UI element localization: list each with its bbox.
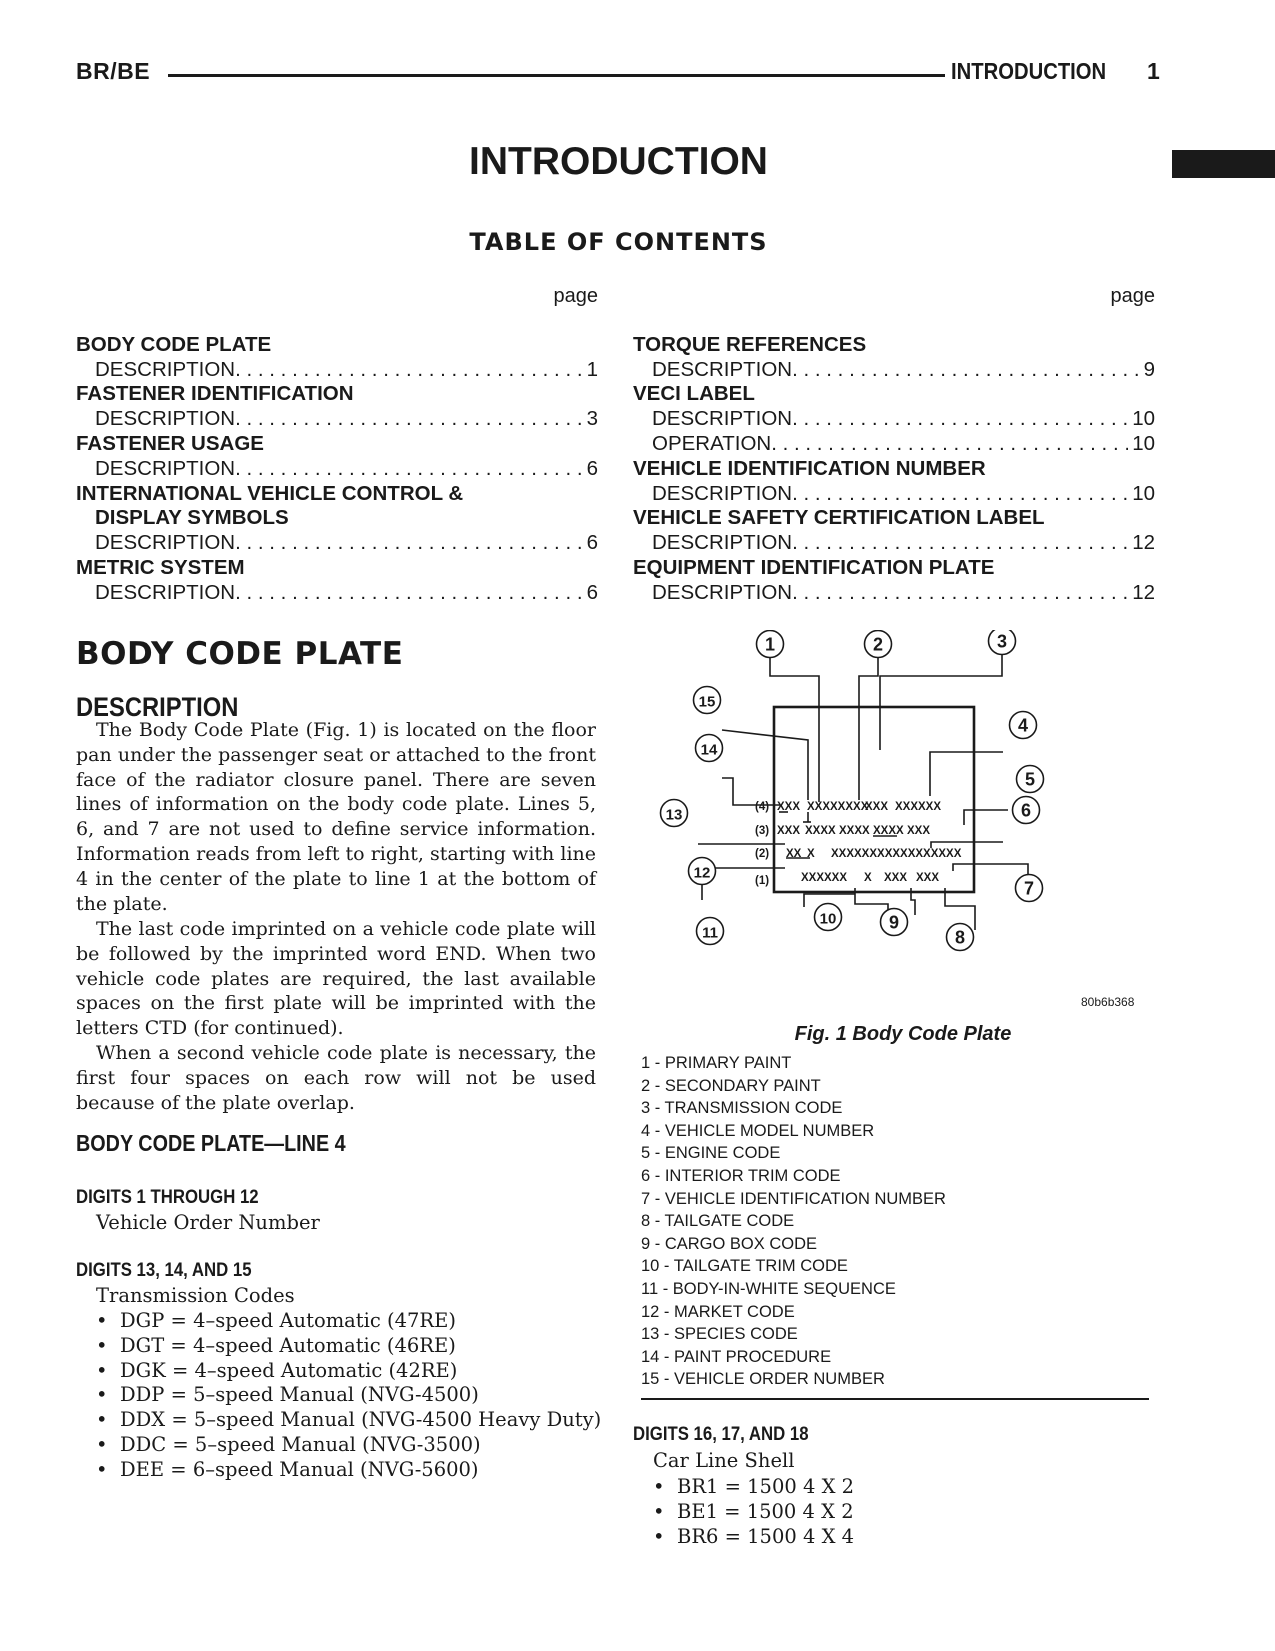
callout-number: 7: [1023, 878, 1035, 899]
toc-entry-page: 9: [1143, 357, 1155, 381]
toc-entry[interactable]: [633, 407, 1155, 432]
toc-heading[interactable]: METRIC SYSTEM: [76, 555, 245, 579]
toc-leader-dots: [771, 432, 1128, 457]
toc-heading[interactable]: VEHICLE IDENTIFICATION NUMBER: [633, 456, 986, 480]
plate-line-4-field: XXX: [865, 801, 889, 813]
plate-line-1-field: XXXXXX: [801, 872, 848, 884]
callout-number: 8: [954, 927, 966, 948]
plate-line-2-field: XXXXXXXXXXXXXXXXX: [831, 848, 962, 860]
toc-entry-page: 6: [586, 456, 598, 480]
toc-heading[interactable]: BODY CODE PLATE: [76, 332, 272, 356]
toc-heading[interactable]: INTERNATIONAL VEHICLE CONTROL &: [76, 481, 464, 505]
legend-item: 2 - SECONDARY PAINT: [641, 1076, 821, 1095]
paragraph-1: The Body Code Plate (Fig. 1) is located on the floor pan under the passenger seat or attached to the front face of the radiator closure panel. There are seven lines of information on the body code plate. Lines 5, 6, and 7 are not used to define service information. Information reads from left to right, starting with line 4 in the center of the plate to line 1 at the bottom of the plate.: [76, 719, 596, 915]
list-item: • BR6 = 1500 4 X 4: [653, 1525, 854, 1550]
callout-number: 10: [819, 910, 837, 928]
callout-number: 11: [702, 924, 718, 942]
toc-heading[interactable]: FASTENER USAGE: [76, 431, 264, 455]
digits-16-18-text: Car Line Shell: [653, 1449, 795, 1472]
callout-number: 1: [764, 634, 776, 655]
digits-13-15-heading: DIGITS 13, 14, AND 15: [76, 1259, 252, 1281]
toc-leader-dots: [235, 358, 582, 383]
toc-leader-dots: [235, 457, 582, 482]
toc-entry[interactable]: [76, 457, 598, 482]
page-title: INTRODUCTION: [469, 140, 768, 183]
toc-entry-label: DESCRIPTION: [95, 580, 236, 604]
plate-line-2-number: (2): [755, 848, 770, 860]
page-number: 1: [1147, 58, 1160, 84]
legend-rule: [641, 1398, 1149, 1400]
toc-page-label: page: [1110, 285, 1155, 307]
toc-heading[interactable]: VEHICLE SAFETY CERTIFICATION LABEL: [633, 506, 1045, 530]
toc-leader-dots: [792, 581, 1128, 606]
legend-item: 12 - MARKET CODE: [641, 1302, 795, 1321]
toc-entry-page: 10: [1132, 431, 1155, 455]
toc-entry-label: DESCRIPTION: [95, 357, 236, 381]
toc-heading[interactable]: EQUIPMENT IDENTIFICATION PLATE: [633, 555, 995, 579]
legend-item: 8 - TAILGATE CODE: [641, 1212, 795, 1231]
legend-item: 3 - TRANSMISSION CODE: [641, 1099, 843, 1118]
plate-line-1-field: XXX: [884, 872, 908, 884]
description-heading: DESCRIPTION: [76, 692, 239, 722]
callout-number: 3: [996, 631, 1008, 652]
digits-1-12-text: Vehicle Order Number: [96, 1211, 320, 1234]
toc-entry[interactable]: [633, 581, 1155, 606]
toc-entry[interactable]: [633, 432, 1155, 457]
plate-line-3-field: XXXX: [839, 825, 870, 837]
plate-line-1-field: XXX: [916, 872, 940, 884]
callout-number: 2: [872, 634, 884, 655]
plate-line-1-number: (1): [755, 875, 770, 887]
toc-entry[interactable]: [76, 531, 598, 556]
callout-number: 5: [1024, 769, 1036, 790]
toc-left-column: [76, 284, 598, 606]
toc-entry-label: OPERATION: [652, 431, 772, 455]
plate-line-2-field: XX: [786, 848, 802, 860]
plate-line-3-field: XXXX: [805, 825, 836, 837]
toc-leader-dots: [792, 482, 1128, 507]
list-item: • DEE = 6–speed Manual (NVG-5600): [96, 1458, 601, 1483]
header-rule: [168, 74, 945, 77]
list-item: • DGK = 4–speed Automatic (42RE): [96, 1359, 601, 1384]
digits-1-12-heading: DIGITS 1 THROUGH 12: [76, 1186, 259, 1208]
toc-entry-label: DESCRIPTION: [95, 407, 236, 431]
toc-entry[interactable]: [633, 531, 1155, 556]
plate-line-2-field: X: [807, 848, 815, 860]
section-title: BODY CODE PLATE: [76, 636, 404, 672]
toc-entry-page: 12: [1132, 580, 1155, 604]
plate-line-4-field: XXX: [777, 801, 801, 813]
plate-line-3-field: XXX: [777, 825, 801, 837]
callout-number: 14: [700, 741, 718, 759]
toc-page-label: page: [553, 285, 598, 307]
callout-number: 15: [698, 693, 716, 711]
toc-title: TABLE OF CONTENTS: [469, 228, 768, 256]
toc-leader-dots: [235, 531, 582, 556]
figure-caption: Fig. 1 Body Code Plate: [794, 1023, 1012, 1045]
plate-line-4-field: XXXXXX: [895, 801, 942, 813]
toc-entry[interactable]: [633, 358, 1155, 383]
list-item: • DGT = 4–speed Automatic (46RE): [96, 1334, 601, 1359]
toc-leader-dots: [792, 407, 1128, 432]
plate-outline: [774, 707, 974, 892]
toc-heading[interactable]: DISPLAY SYMBOLS: [95, 506, 289, 530]
callout-number: 12: [693, 864, 711, 882]
toc-entry-label: DESCRIPTION: [95, 456, 236, 480]
callout-number: 13: [665, 806, 683, 824]
toc-heading[interactable]: VECI LABEL: [633, 382, 755, 406]
toc-entry-label: DESCRIPTION: [652, 531, 793, 555]
toc-entry-label: DESCRIPTION: [652, 580, 793, 604]
line4-heading: BODY CODE PLATE—LINE 4: [76, 1130, 346, 1156]
callout-number: 4: [1017, 715, 1029, 736]
digits-16-18-heading: DIGITS 16, 17, AND 18: [633, 1423, 809, 1445]
toc-entry-label: DESCRIPTION: [652, 357, 793, 381]
plate-line-3-field: XXX: [907, 825, 931, 837]
plate-line-4-field: XXXXXXXX: [807, 801, 869, 813]
figure-code: 80b6b368: [1081, 995, 1135, 1009]
list-item: • BR1 = 1500 4 X 2: [653, 1475, 854, 1500]
plate-line-3-field: XXXX: [873, 825, 904, 837]
running-header-model: BR/BE: [76, 58, 151, 84]
callout-number: 9: [888, 912, 900, 933]
running-header-section: INTRODUCTION: [951, 58, 1107, 84]
callout-number: 6: [1020, 800, 1032, 821]
body-code-plate-figure: [648, 630, 1158, 1018]
plate-line-3-number: (3): [755, 825, 770, 837]
list-item: • BE1 = 1500 4 X 2: [653, 1500, 854, 1525]
legend-item: 11 - BODY-IN-WHITE SEQUENCE: [641, 1279, 896, 1298]
list-item: • DDX = 5–speed Manual (NVG-4500 Heavy Duty): [96, 1408, 601, 1433]
toc-entry-label: DESCRIPTION: [652, 481, 793, 505]
toc-right-column: [633, 284, 1155, 606]
paragraph-3: When a second vehicle code plate is necessary, the first four spaces on each row will not be used because of the plate overlap.: [76, 1042, 596, 1114]
toc-entry-label: DESCRIPTION: [652, 407, 793, 431]
toc-entry-page: 1: [586, 357, 598, 381]
legend-item: 9 - CARGO BOX CODE: [641, 1234, 818, 1253]
legend-item: 1 - PRIMARY PAINT: [641, 1054, 792, 1072]
toc-heading[interactable]: FASTENER IDENTIFICATION: [76, 382, 354, 406]
toc-entry[interactable]: [633, 482, 1155, 507]
toc-entry-page: 10: [1132, 481, 1155, 505]
legend-item: 6 - INTERIOR TRIM CODE: [641, 1166, 841, 1185]
toc-leader-dots: [235, 407, 582, 432]
toc-entry-page: 12: [1132, 531, 1155, 555]
digits-13-15-text: Transmission Codes: [96, 1284, 295, 1307]
toc-entry-page: 6: [586, 531, 598, 555]
legend-item: 13 - SPECIES CODE: [641, 1325, 798, 1344]
legend-item: 15 - VEHICLE ORDER NUMBER: [641, 1370, 885, 1389]
toc-leader-dots: [792, 358, 1139, 383]
toc-entry-page: 10: [1132, 407, 1155, 431]
toc-entry-page: 3: [586, 407, 598, 431]
toc-leader-dots: [792, 531, 1128, 556]
plate-line-1-field: X: [864, 872, 872, 884]
list-item: • DDP = 5–speed Manual (NVG-4500): [96, 1383, 601, 1408]
plate-line-4-number: (4): [755, 801, 770, 813]
car-line-list: [653, 1475, 854, 1549]
toc-entry[interactable]: [76, 407, 598, 432]
toc-entry-page: 6: [586, 580, 598, 604]
legend-item: 7 - VEHICLE IDENTIFICATION NUMBER: [641, 1189, 946, 1208]
toc-entry-label: DESCRIPTION: [95, 531, 236, 555]
legend-item: 10 - TAILGATE TRIM CODE: [641, 1257, 848, 1276]
paragraph-2: The last code imprinted on a vehicle code plate will be followed by the imprinted word END. When two vehicle code plates are required, the last available spaces on the first plate will be imprinted with the letters CTD (for continued).: [76, 918, 596, 1040]
legend-item: 14 - PAINT PROCEDURE: [641, 1347, 832, 1366]
toc-leader-dots: [235, 581, 582, 606]
toc-entry[interactable]: [76, 358, 598, 383]
legend-item: 4 - VEHICLE MODEL NUMBER: [641, 1121, 875, 1140]
list-item: • DGP = 4–speed Automatic (47RE): [96, 1309, 601, 1334]
toc-entry[interactable]: [76, 581, 598, 606]
transmission-code-list: [96, 1309, 601, 1483]
list-item: • DDC = 5–speed Manual (NVG-3500): [96, 1433, 601, 1458]
legend-item: 5 - ENGINE CODE: [641, 1144, 781, 1163]
figure-legend: [641, 1052, 946, 1391]
toc-heading[interactable]: TORQUE REFERENCES: [633, 332, 867, 356]
